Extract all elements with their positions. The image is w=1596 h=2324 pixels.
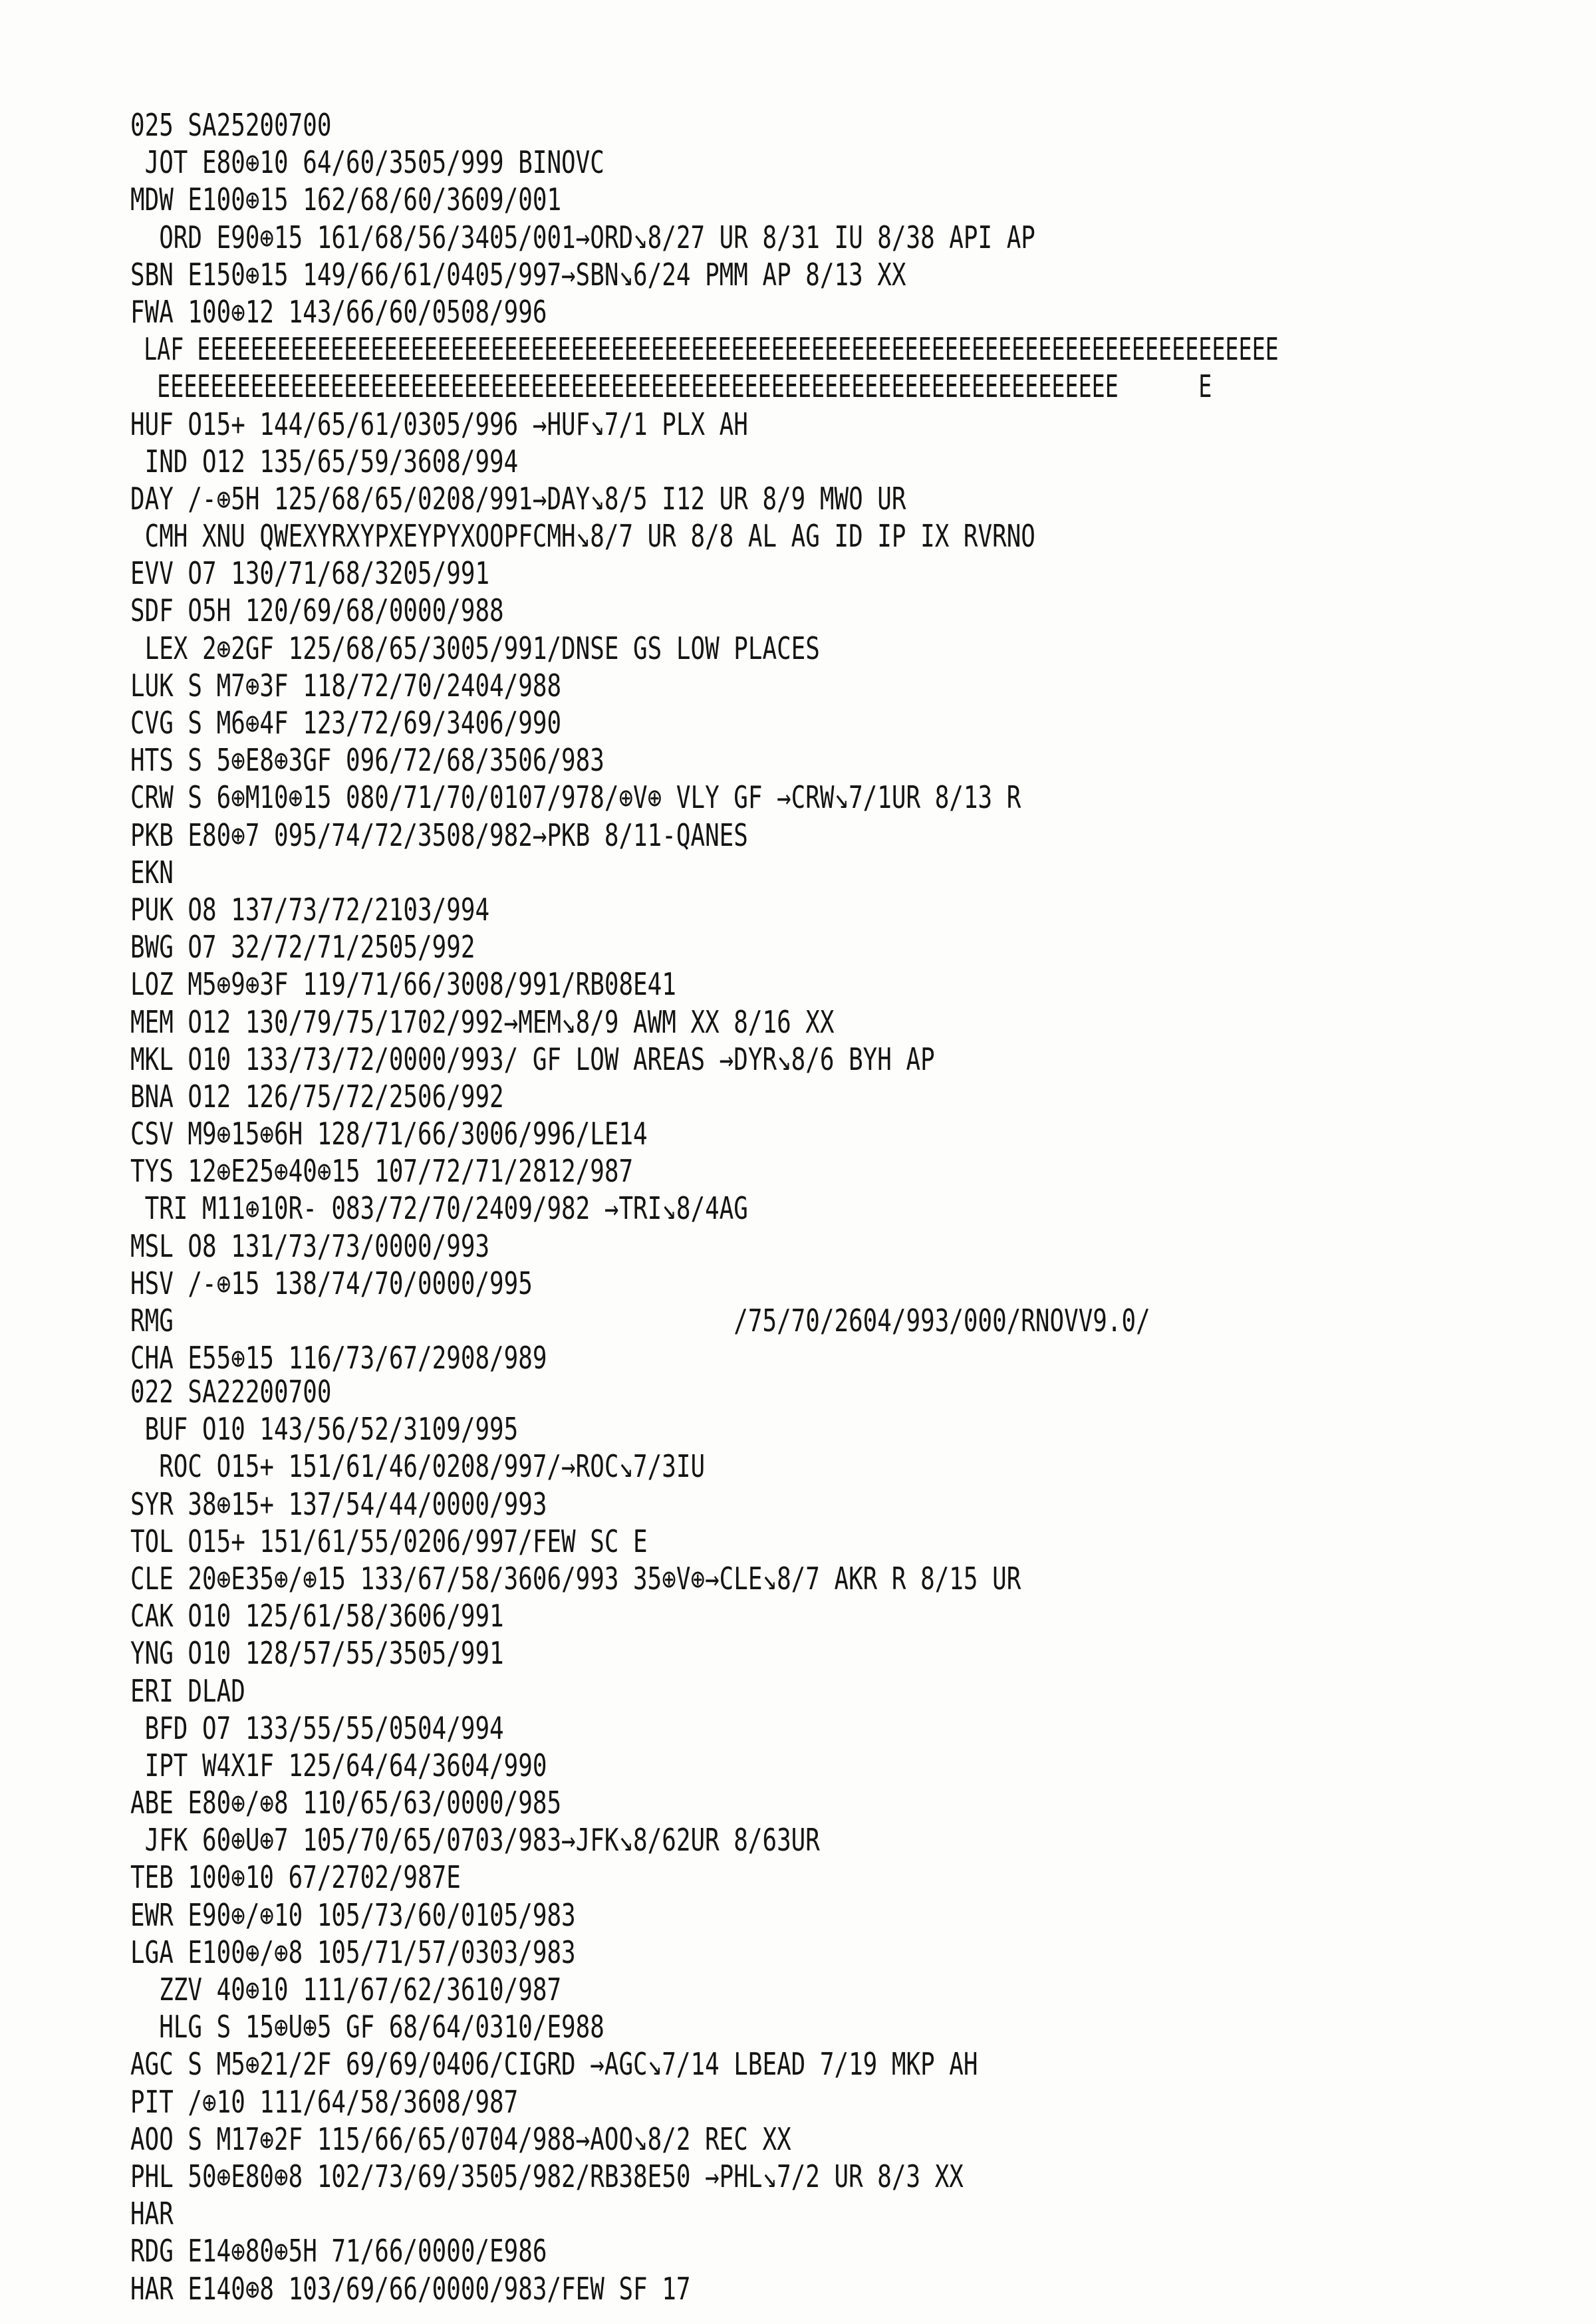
station-line: BFD O7 133/55/55/0504/994	[130, 1710, 504, 1746]
station-line: HLG S 15⊕U⊕5 GF 68/64/0310/E988	[130, 2009, 604, 2045]
station-line: EEEEEEEEEEEEEEEEEEEEEEEEEEEEEEEEEEEEEEEEEEEEEEEEEEEEEEEEEEEEEEEEEEEEEEEE E	[130, 368, 1212, 405]
station-line: LEX 2⊕2GF 125/68/65/3005/991/DNSE GS LOW PLACES	[130, 630, 820, 666]
station-line: MKL O10 133/73/72/0000/993/ GF LOW AREAS →DYR↘8/6 BYH AP	[130, 1041, 935, 1077]
station-line: ZZV 40⊕10 111/67/62/3610/987	[130, 1972, 562, 2007]
station-line: MDW E100⊕15 162/68/60/3609/001	[130, 182, 562, 218]
station-line: BUF O10 143/56/52/3109/995	[130, 1411, 519, 1448]
station-line: TRI M11⊕10R- 083/72/70/2409/982 →TRI↘8/4AG	[130, 1190, 748, 1227]
station-line: HAR E140⊕8 103/69/66/0000/983/FEW SF 17	[130, 2270, 691, 2307]
station-line: JFK 60⊕U⊕7 105/70/65/0703/983→JFK↘8/62UR 8/63UR	[130, 1822, 820, 1859]
weather-report-block-022	[130, 1373, 1580, 2307]
station-line: ROC O15+ 151/61/46/0208/997/→ROC↘7/3IU	[130, 1448, 706, 1485]
weather-report-block-025	[130, 106, 1580, 1376]
station-line: CHA E55⊕15 116/73/67/2908/989	[130, 1340, 547, 1376]
station-line: HUF O15+ 144/65/61/0305/996 →HUF↘7/1 PLX AH	[130, 406, 748, 442]
station-line: CVG S M6⊕4F 123/72/69/3406/990	[130, 705, 562, 741]
station-line: ERI DLAD	[130, 1672, 245, 1709]
station-line: YNG O10 128/57/55/3505/991	[130, 1635, 504, 1672]
station-line: TOL O15+ 151/61/55/0206/997/FEW SC E	[130, 1523, 648, 1559]
station-line: RDG E14⊕80⊕5H 71/66/0000/E986	[130, 2233, 547, 2269]
station-line: IND O12 135/65/59/3608/994	[130, 443, 519, 479]
station-line: HTS S 5⊕E8⊕3GF 096/72/68/3506/983	[130, 742, 604, 779]
station-line: EWR E90⊕/⊕10 105/73/60/0105/983	[130, 1896, 576, 1933]
station-line: DAY /-⊕5H 125/68/65/0208/991→DAY↘8/5 I12 UR 8/9 MWO UR	[130, 480, 906, 517]
station-line: CMH XNU QWEXYRXYPXEYPYXOOPFCMH↘8/7 UR 8/8 AL AG ID IP IX RVRNO	[130, 518, 1035, 555]
station-line: SDF O5H 120/69/68/0000/988	[130, 592, 504, 629]
station-line: CAK O10 125/61/58/3606/991	[130, 1598, 504, 1634]
report-header: 022 SA22200700	[130, 1374, 332, 1410]
station-line: SBN E150⊕15 149/66/61/0405/997→SBN↘6/24 PMM AP 8/13 XX	[130, 256, 906, 293]
station-line: PHL 50⊕E80⊕8 102/73/69/3505/982/RB38E50 →PHL↘7/2 UR 8/3 XX	[130, 2158, 964, 2194]
station-line: PUK O8 137/73/72/2103/994	[130, 891, 490, 928]
station-line: HAR	[130, 2196, 174, 2232]
station-line: AGC S M5⊕21/2F 69/69/0406/CIGRD →AGC↘7/14 LBEAD 7/19 MKP AH	[130, 2046, 978, 2083]
station-line: IPT W4X1F 125/64/64/3604/990	[130, 1747, 547, 1783]
station-line: CLE 20⊕E35⊕/⊕15 133/67/58/3606/993 35⊕V⊕→CLE↘8/7 AKR R 8/15 UR	[130, 1560, 1021, 1597]
station-line: MSL O8 131/73/73/0000/993	[130, 1227, 490, 1264]
station-line: TYS 12⊕E25⊕40⊕15 107/72/71/2812/987	[130, 1153, 634, 1190]
station-line: MEM O12 130/79/75/1702/992→MEM↘8/9 AWM XX 8/16 XX	[130, 1003, 835, 1040]
station-line: RMG /75/70/2604/993/000/RNOVV9.0/	[130, 1303, 1150, 1339]
station-line: BNA O12 126/75/72/2506/992	[130, 1078, 504, 1114]
report-header: 025 SA25200700	[130, 107, 332, 143]
station-line: FWA 100⊕12 143/66/60/0508/996	[130, 293, 547, 330]
station-line: LUK S M7⊕3F 118/72/70/2404/988	[130, 667, 562, 704]
station-line: LGA E100⊕/⊕8 105/71/57/0303/983	[130, 1934, 576, 1970]
station-line: AOO S M17⊕2F 115/66/65/0704/988→AOO↘8/2 REC XX	[130, 2121, 791, 2157]
station-line: CSV M9⊕15⊕6H 128/71/66/3006/996/LE14	[130, 1116, 648, 1152]
station-line: LAF EEEEEEEEEEEEEEEEEEEEEEEEEEEEEEEEEEEEEEEEEEEEEEEEEEEEEEEEEEEEEEEEEEEEEEEEEEEEEEEEE	[130, 331, 1279, 368]
station-line: PIT /⊕10 111/64/58/3608/987	[130, 2083, 519, 2120]
station-line: ORD E90⊕15 161/68/56/3405/001→ORD↘8/27 UR 8/31 IU 8/38 API AP	[130, 219, 1035, 255]
station-line: LOZ M5⊕9⊕3F 119/71/66/3008/991/RB08E41	[130, 966, 676, 1003]
station-line: ABE E80⊕/⊕8 110/65/63/0000/985	[130, 1785, 562, 1821]
station-line: BWG O7 32/72/71/2505/992	[130, 929, 475, 966]
station-line: JOT E80⊕10 64/60/3505/999 BINOVC	[130, 144, 604, 181]
station-line: HSV /-⊕15 138/74/70/0000/995	[130, 1265, 533, 1301]
station-line: EKN	[130, 854, 174, 890]
station-line: EVV O7 130/71/68/3205/991	[130, 555, 490, 592]
station-line: PKB E80⊕7 095/74/72/3508/982→PKB 8/11-QANES	[130, 817, 748, 853]
station-line: CRW S 6⊕M10⊕15 080/71/70/0107/978/⊕V⊕ VLY GF →CRW↘7/1UR 8/13 R	[130, 779, 1021, 816]
station-line: TEB 100⊕10 67/2702/987E	[130, 1859, 461, 1896]
station-line: SYR 38⊕15+ 137/54/44/0000/993	[130, 1485, 547, 1522]
